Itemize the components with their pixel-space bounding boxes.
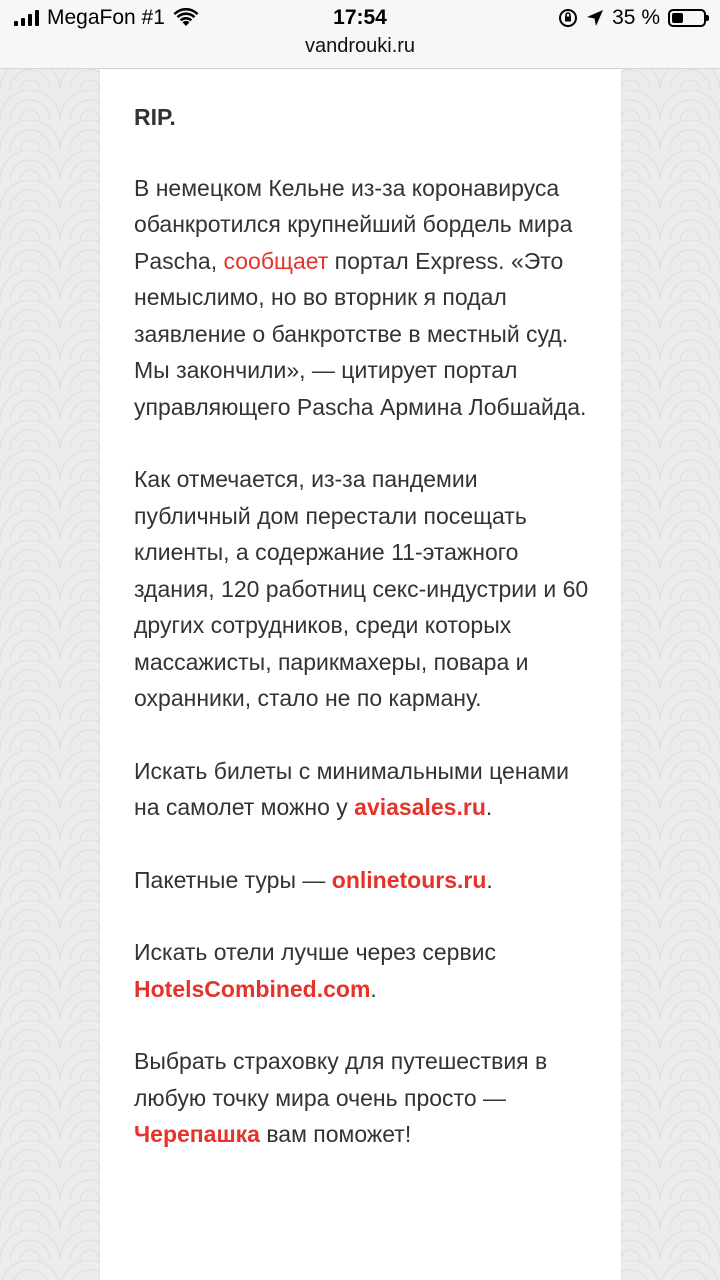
- paragraph-5-end: .: [370, 975, 377, 1002]
- cherepashka-link[interactable]: Черепашка: [134, 1121, 260, 1147]
- paragraph-5: [134, 934, 594, 1007]
- paragraph-1-text-a: В немецком Кельне из-за коронавируса обанкротился крупнейший бордель мира Pascha,: [134, 174, 573, 274]
- battery-percent: 35 %: [612, 6, 660, 29]
- orientation-lock-icon: [558, 8, 578, 28]
- article-card: [100, 69, 621, 1280]
- status-right: [558, 6, 706, 30]
- paragraph-5-text: Искать отели лучше через сервис: [134, 939, 497, 965]
- status-time: 17:54: [333, 6, 387, 29]
- article-content: [134, 99, 594, 1189]
- paragraph-6-text: Выбрать страховку для путешествия в любую точку мира очень просто —: [134, 1048, 548, 1111]
- paragraph-3: [134, 753, 594, 826]
- paragraph-4-text: Пакетные туры —: [134, 866, 332, 893]
- paragraph-1-text-b: портал Express. «Это немыслимо, но во вторник я подал заявление о банкротстве в местный суд. Мы закончили», — цитирует портал управляющего Pascha Армина Лобшайда.: [134, 247, 587, 420]
- paragraph-3-end: .: [485, 794, 493, 820]
- paragraph-2: Как отмечается, из-за пандемии публичный дом перестали посещать клиенты, а содержание 11-этажного здания, 120 работниц секс-индустрии и 60 других сотрудников, среди которых массажисты, парикмахеры, повара и охранники, стало не по карману.: [134, 466, 589, 711]
- paragraph-4: [134, 862, 594, 899]
- hotelscombined-link[interactable]: HotelsCombined.com: [134, 975, 371, 1002]
- location-arrow-icon: [586, 9, 604, 27]
- paragraph-3-text: Искать билеты с минимальными ценами на самолет можно у: [134, 757, 569, 820]
- address-url[interactable]: vandrouki.ru: [304, 35, 416, 57]
- carrier-name: MegaFon #1: [47, 6, 165, 29]
- source-link[interactable]: сообщает: [223, 247, 329, 274]
- paragraph-6-end: вам поможет!: [259, 1121, 412, 1147]
- onlinetours-link[interactable]: onlinetours.ru: [331, 866, 487, 893]
- paragraph-1: [134, 170, 594, 426]
- address-bar[interactable]: [0, 36, 720, 69]
- battery-icon: [668, 9, 706, 27]
- paragraph-6: [134, 1043, 594, 1153]
- article-heading: RIP.: [134, 104, 176, 130]
- status-bar: [0, 0, 720, 36]
- aviasales-link[interactable]: aviasales.ru: [354, 794, 486, 820]
- paragraph-4-end: .: [486, 866, 493, 893]
